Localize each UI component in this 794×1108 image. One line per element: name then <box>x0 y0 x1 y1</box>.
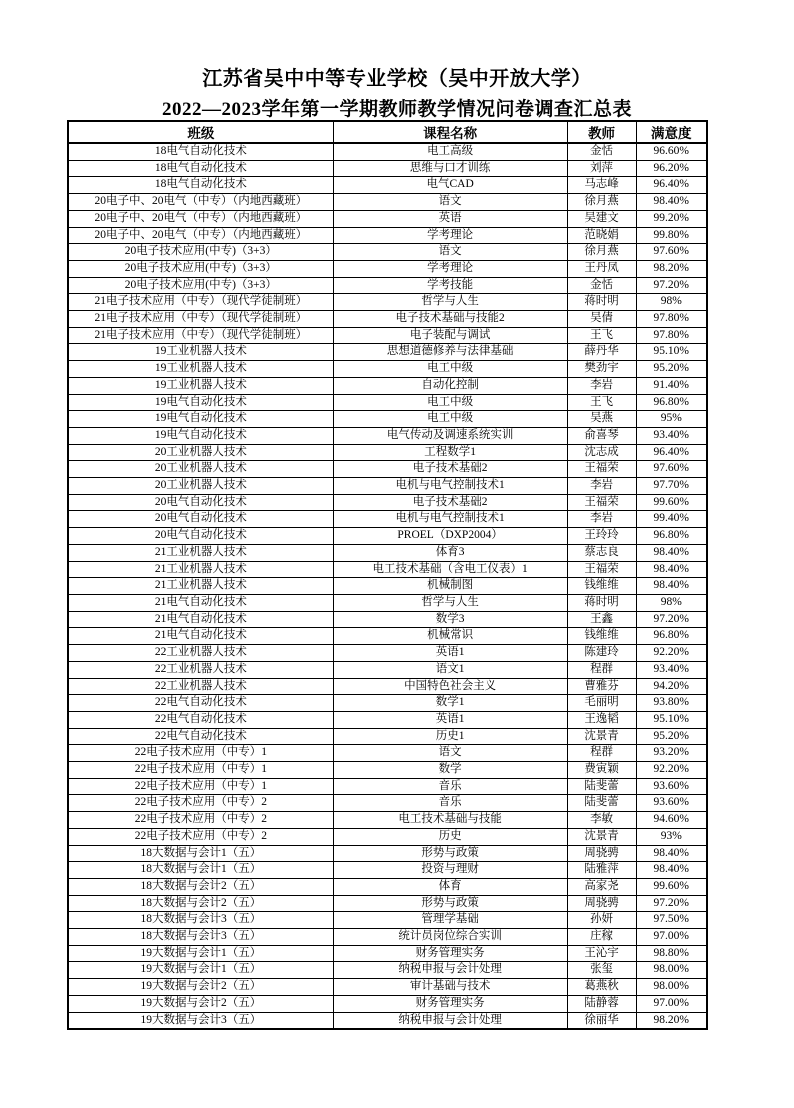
cell-course: 形势与政策 <box>333 845 567 862</box>
cell-teacher: 程群 <box>567 745 636 762</box>
survey-summary-table <box>67 120 708 1030</box>
cell-course: 学考理论 <box>333 227 567 244</box>
cell-satisfaction: 96.60% <box>636 143 707 160</box>
cell-teacher: 沈景青 <box>567 828 636 845</box>
cell-class: 20电子技术应用(中专)（3+3） <box>68 277 333 294</box>
cell-satisfaction: 91.40% <box>636 377 707 394</box>
cell-satisfaction: 98.20% <box>636 260 707 277</box>
cell-teacher: 吴建文 <box>567 210 636 227</box>
table-row <box>68 361 707 378</box>
cell-class: 18大数据与会计3（五） <box>68 929 333 946</box>
cell-course: 体育 <box>333 878 567 895</box>
cell-course: 哲学与人生 <box>333 594 567 611</box>
cell-teacher: 庄稼 <box>567 929 636 946</box>
cell-teacher: 王丹凤 <box>567 260 636 277</box>
cell-teacher: 钱维维 <box>567 578 636 595</box>
cell-teacher: 徐丽华 <box>567 1012 636 1029</box>
cell-class: 19大数据与会计2（五） <box>68 979 333 996</box>
table-row <box>68 311 707 328</box>
cell-course: 电工中级 <box>333 394 567 411</box>
cell-satisfaction: 96.80% <box>636 528 707 545</box>
table-row <box>68 511 707 528</box>
header-satisfaction: 满意度 <box>636 121 707 143</box>
table-row <box>68 762 707 779</box>
cell-satisfaction: 96.20% <box>636 160 707 177</box>
cell-class: 22电子技术应用（中专）1 <box>68 745 333 762</box>
cell-class: 22电子技术应用（中专）2 <box>68 795 333 812</box>
table-row <box>68 678 707 695</box>
table-row <box>68 728 707 745</box>
cell-teacher: 金恬 <box>567 277 636 294</box>
cell-course: 电子技术基础2 <box>333 461 567 478</box>
cell-satisfaction: 99.60% <box>636 878 707 895</box>
cell-teacher: 王玲玲 <box>567 528 636 545</box>
cell-class: 18电气自动化技术 <box>68 143 333 160</box>
table-row <box>68 845 707 862</box>
table-row <box>68 945 707 962</box>
table-row <box>68 628 707 645</box>
cell-class: 21电子技术应用（中专）（现代学徒制班） <box>68 311 333 328</box>
cell-satisfaction: 94.20% <box>636 678 707 695</box>
cell-course: 学考理论 <box>333 260 567 277</box>
cell-course: 电机与电气控制技术1 <box>333 511 567 528</box>
table-row <box>68 143 707 160</box>
table-row <box>68 210 707 227</box>
cell-teacher: 王飞 <box>567 327 636 344</box>
table-row <box>68 394 707 411</box>
table-row <box>68 478 707 495</box>
table-row <box>68 578 707 595</box>
table-row <box>68 929 707 946</box>
table-row <box>68 344 707 361</box>
cell-satisfaction: 98.00% <box>636 962 707 979</box>
cell-class: 19大数据与会计1（五） <box>68 962 333 979</box>
cell-class: 22电子技术应用（中专）1 <box>68 778 333 795</box>
cell-course: 思想道德修养与法律基础 <box>333 344 567 361</box>
cell-class: 18大数据与会计1（五） <box>68 862 333 879</box>
cell-teacher: 吴燕 <box>567 411 636 428</box>
cell-class: 19电气自动化技术 <box>68 394 333 411</box>
cell-satisfaction: 99.20% <box>636 210 707 227</box>
table-row <box>68 461 707 478</box>
table-row <box>68 294 707 311</box>
cell-course: 语文1 <box>333 661 567 678</box>
cell-class: 18大数据与会计1（五） <box>68 845 333 862</box>
cell-teacher: 孙妍 <box>567 912 636 929</box>
cell-course: 工程数学1 <box>333 444 567 461</box>
cell-course: 统计员岗位综合实训 <box>333 929 567 946</box>
cell-satisfaction: 95% <box>636 411 707 428</box>
table-row <box>68 411 707 428</box>
cell-satisfaction: 95.20% <box>636 728 707 745</box>
cell-teacher: 王福荣 <box>567 494 636 511</box>
cell-class: 21电子技术应用（中专）（现代学徒制班） <box>68 294 333 311</box>
cell-class: 20工业机器人技术 <box>68 461 333 478</box>
cell-satisfaction: 93.20% <box>636 745 707 762</box>
cell-teacher: 程群 <box>567 661 636 678</box>
cell-satisfaction: 98.00% <box>636 979 707 996</box>
cell-class: 22工业机器人技术 <box>68 661 333 678</box>
table-row <box>68 862 707 879</box>
cell-class: 20电气自动化技术 <box>68 494 333 511</box>
cell-course: 电工高级 <box>333 143 567 160</box>
cell-class: 22电气自动化技术 <box>68 711 333 728</box>
cell-satisfaction: 93.60% <box>636 778 707 795</box>
cell-class: 22电子技术应用（中专）1 <box>68 762 333 779</box>
table-row <box>68 561 707 578</box>
cell-teacher: 陆静蓉 <box>567 995 636 1012</box>
cell-satisfaction: 93.60% <box>636 795 707 812</box>
cell-course: 历史1 <box>333 728 567 745</box>
table-row <box>68 377 707 394</box>
cell-course: 电工技术基础（含电工仪表）1 <box>333 561 567 578</box>
cell-teacher: 陈建玲 <box>567 645 636 662</box>
cell-course: 电气CAD <box>333 177 567 194</box>
cell-teacher: 徐月燕 <box>567 194 636 211</box>
table-row <box>68 962 707 979</box>
cell-course: 英语1 <box>333 645 567 662</box>
cell-satisfaction: 98.20% <box>636 1012 707 1029</box>
cell-teacher: 毛丽明 <box>567 695 636 712</box>
cell-class: 22工业机器人技术 <box>68 645 333 662</box>
cell-teacher: 刘萍 <box>567 160 636 177</box>
cell-course: 机械制图 <box>333 578 567 595</box>
table-row <box>68 194 707 211</box>
cell-course: 数学3 <box>333 611 567 628</box>
table-row <box>68 828 707 845</box>
cell-satisfaction: 96.40% <box>636 444 707 461</box>
cell-class: 20电气自动化技术 <box>68 528 333 545</box>
cell-satisfaction: 95.10% <box>636 711 707 728</box>
cell-course: 思维与口才训练 <box>333 160 567 177</box>
cell-teacher: 薛丹华 <box>567 344 636 361</box>
cell-satisfaction: 98.40% <box>636 862 707 879</box>
cell-course: 财务管理实务 <box>333 995 567 1012</box>
cell-course: 音乐 <box>333 795 567 812</box>
cell-course: 投资与理财 <box>333 862 567 879</box>
table-row <box>68 227 707 244</box>
cell-class: 18大数据与会计2（五） <box>68 878 333 895</box>
cell-teacher: 李岩 <box>567 478 636 495</box>
header-class: 班级 <box>68 121 333 143</box>
document-subtitle: 2022—2023学年第一学期教师教学情况问卷调查汇总表 <box>161 99 632 120</box>
cell-teacher: 高家尧 <box>567 878 636 895</box>
cell-class: 21工业机器人技术 <box>68 544 333 561</box>
cell-teacher: 王福荣 <box>567 561 636 578</box>
cell-satisfaction: 98.40% <box>636 544 707 561</box>
cell-course: 纳税申报与会计处理 <box>333 962 567 979</box>
cell-teacher: 葛燕秋 <box>567 979 636 996</box>
cell-satisfaction: 93.40% <box>636 427 707 444</box>
cell-teacher: 李敏 <box>567 812 636 829</box>
cell-satisfaction: 98.40% <box>636 578 707 595</box>
cell-course: 机械常识 <box>333 628 567 645</box>
cell-course: 英语 <box>333 210 567 227</box>
cell-teacher: 王飞 <box>567 394 636 411</box>
table-row <box>68 277 707 294</box>
cell-course: 中国特色社会主义 <box>333 678 567 695</box>
cell-course: 电气传动及调速系统实训 <box>333 427 567 444</box>
cell-teacher: 陆雅萍 <box>567 862 636 879</box>
cell-satisfaction: 97.50% <box>636 912 707 929</box>
cell-teacher: 陆斐蕾 <box>567 795 636 812</box>
cell-course: 审计基础与技术 <box>333 979 567 996</box>
cell-teacher: 金恬 <box>567 143 636 160</box>
cell-teacher: 沈景青 <box>567 728 636 745</box>
cell-satisfaction: 97.60% <box>636 461 707 478</box>
table-row <box>68 444 707 461</box>
cell-class: 19大数据与会计3（五） <box>68 1012 333 1029</box>
cell-class: 20工业机器人技术 <box>68 478 333 495</box>
cell-class: 21电气自动化技术 <box>68 628 333 645</box>
table-row <box>68 327 707 344</box>
cell-class: 19电气自动化技术 <box>68 427 333 444</box>
cell-teacher: 樊劲宇 <box>567 361 636 378</box>
cell-class: 21电气自动化技术 <box>68 611 333 628</box>
cell-class: 21工业机器人技术 <box>68 578 333 595</box>
table-body <box>68 143 707 1029</box>
cell-teacher: 费寅颖 <box>567 762 636 779</box>
cell-satisfaction: 95.10% <box>636 344 707 361</box>
cell-satisfaction: 97.80% <box>636 311 707 328</box>
cell-course: 财务管理实务 <box>333 945 567 962</box>
cell-teacher: 吴倩 <box>567 311 636 328</box>
table-row <box>68 611 707 628</box>
cell-satisfaction: 93.80% <box>636 695 707 712</box>
cell-satisfaction: 98% <box>636 594 707 611</box>
cell-course: 纳税申报与会计处理 <box>333 1012 567 1029</box>
table-row <box>68 795 707 812</box>
cell-class: 19电气自动化技术 <box>68 411 333 428</box>
cell-course: 电子技术基础2 <box>333 494 567 511</box>
cell-class: 19工业机器人技术 <box>68 361 333 378</box>
cell-satisfaction: 93% <box>636 828 707 845</box>
cell-teacher: 蔡志良 <box>567 544 636 561</box>
cell-class: 22电气自动化技术 <box>68 728 333 745</box>
cell-satisfaction: 97.00% <box>636 995 707 1012</box>
cell-class: 18电气自动化技术 <box>68 177 333 194</box>
table-row <box>68 695 707 712</box>
cell-course: 电工中级 <box>333 361 567 378</box>
cell-satisfaction: 97.20% <box>636 895 707 912</box>
cell-course: 形势与政策 <box>333 895 567 912</box>
cell-course: 电工中级 <box>333 411 567 428</box>
cell-class: 20电子技术应用(中专)（3+3） <box>68 244 333 261</box>
cell-teacher: 周骁骋 <box>567 845 636 862</box>
cell-class: 22电气自动化技术 <box>68 695 333 712</box>
cell-course: 语文 <box>333 745 567 762</box>
document-title: 江苏省吴中中等专业学校（吴中开放大学） <box>202 68 592 90</box>
cell-satisfaction: 95.20% <box>636 361 707 378</box>
cell-satisfaction: 97.00% <box>636 929 707 946</box>
cell-class: 18电气自动化技术 <box>68 160 333 177</box>
cell-satisfaction: 96.80% <box>636 394 707 411</box>
cell-satisfaction: 97.20% <box>636 611 707 628</box>
table-row <box>68 995 707 1012</box>
cell-course: 音乐 <box>333 778 567 795</box>
cell-satisfaction: 96.40% <box>636 177 707 194</box>
table-row <box>68 260 707 277</box>
cell-course: PROEL（DXP2004） <box>333 528 567 545</box>
cell-teacher: 陆斐蕾 <box>567 778 636 795</box>
cell-teacher: 范晓娟 <box>567 227 636 244</box>
cell-satisfaction: 97.60% <box>636 244 707 261</box>
table-row <box>68 745 707 762</box>
cell-satisfaction: 98.40% <box>636 845 707 862</box>
cell-class: 18大数据与会计3（五） <box>68 912 333 929</box>
cell-course: 数学1 <box>333 695 567 712</box>
table-row <box>68 427 707 444</box>
table-row <box>68 594 707 611</box>
cell-class: 20电子中、20电气（中专）（内地西藏班） <box>68 210 333 227</box>
header-teacher: 教师 <box>567 121 636 143</box>
cell-teacher: 钱维维 <box>567 628 636 645</box>
cell-teacher: 徐月燕 <box>567 244 636 261</box>
cell-satisfaction: 96.80% <box>636 628 707 645</box>
cell-class: 20电子技术应用(中专)（3+3） <box>68 260 333 277</box>
cell-class: 20电气自动化技术 <box>68 511 333 528</box>
table-row <box>68 912 707 929</box>
cell-course: 学考技能 <box>333 277 567 294</box>
table-row <box>68 661 707 678</box>
cell-class: 22电子技术应用（中专）2 <box>68 812 333 829</box>
table-row <box>68 494 707 511</box>
cell-teacher: 王逸韬 <box>567 711 636 728</box>
cell-class: 19工业机器人技术 <box>68 377 333 394</box>
table-row <box>68 812 707 829</box>
cell-class: 19大数据与会计1（五） <box>68 945 333 962</box>
cell-class: 22工业机器人技术 <box>68 678 333 695</box>
cell-teacher: 俞喜琴 <box>567 427 636 444</box>
cell-teacher: 李岩 <box>567 377 636 394</box>
table-row <box>68 645 707 662</box>
cell-satisfaction: 98% <box>636 294 707 311</box>
cell-satisfaction: 92.20% <box>636 645 707 662</box>
cell-class: 21工业机器人技术 <box>68 561 333 578</box>
cell-course: 电子装配与调试 <box>333 327 567 344</box>
cell-satisfaction: 98.40% <box>636 561 707 578</box>
cell-course: 电子技术基础与技能2 <box>333 311 567 328</box>
cell-teacher: 蒋时明 <box>567 594 636 611</box>
table-row <box>68 160 707 177</box>
cell-satisfaction: 98.80% <box>636 945 707 962</box>
cell-teacher: 马志峰 <box>567 177 636 194</box>
cell-course: 语文 <box>333 244 567 261</box>
cell-course: 自动化控制 <box>333 377 567 394</box>
cell-satisfaction: 97.80% <box>636 327 707 344</box>
cell-class: 18大数据与会计2（五） <box>68 895 333 912</box>
table-row <box>68 528 707 545</box>
cell-class: 21电子技术应用（中专）（现代学徒制班） <box>68 327 333 344</box>
cell-course: 语文 <box>333 194 567 211</box>
cell-teacher: 曹雅芬 <box>567 678 636 695</box>
table-row <box>68 177 707 194</box>
cell-teacher: 张玺 <box>567 962 636 979</box>
cell-satisfaction: 93.40% <box>636 661 707 678</box>
cell-class: 19大数据与会计2（五） <box>68 995 333 1012</box>
cell-class: 22电子技术应用（中专）2 <box>68 828 333 845</box>
cell-satisfaction: 99.80% <box>636 227 707 244</box>
cell-course: 电工技术基础与技能 <box>333 812 567 829</box>
cell-satisfaction: 92.20% <box>636 762 707 779</box>
cell-teacher: 沈志成 <box>567 444 636 461</box>
table-row <box>68 778 707 795</box>
cell-satisfaction: 99.60% <box>636 494 707 511</box>
table-row <box>68 878 707 895</box>
table-row <box>68 1012 707 1029</box>
table-header-row <box>68 121 707 143</box>
cell-class: 20工业机器人技术 <box>68 444 333 461</box>
cell-satisfaction: 98.40% <box>636 194 707 211</box>
table-row <box>68 979 707 996</box>
cell-satisfaction: 94.60% <box>636 812 707 829</box>
cell-class: 19工业机器人技术 <box>68 344 333 361</box>
table-row <box>68 244 707 261</box>
cell-satisfaction: 99.40% <box>636 511 707 528</box>
cell-class: 20电子中、20电气（中专）（内地西藏班） <box>68 227 333 244</box>
cell-teacher: 王鑫 <box>567 611 636 628</box>
cell-teacher: 周骁骋 <box>567 895 636 912</box>
cell-course: 体育3 <box>333 544 567 561</box>
cell-class: 21电气自动化技术 <box>68 594 333 611</box>
cell-course: 数学 <box>333 762 567 779</box>
cell-satisfaction: 97.20% <box>636 277 707 294</box>
header-course: 课程名称 <box>333 121 567 143</box>
cell-course: 英语1 <box>333 711 567 728</box>
cell-teacher: 王福荣 <box>567 461 636 478</box>
cell-teacher: 蒋时明 <box>567 294 636 311</box>
cell-teacher: 李岩 <box>567 511 636 528</box>
cell-course: 电机与电气控制技术1 <box>333 478 567 495</box>
cell-teacher: 王沁宇 <box>567 945 636 962</box>
cell-class: 20电子中、20电气（中专）（内地西藏班） <box>68 194 333 211</box>
cell-satisfaction: 97.70% <box>636 478 707 495</box>
cell-course: 历史 <box>333 828 567 845</box>
cell-course: 哲学与人生 <box>333 294 567 311</box>
table-row <box>68 544 707 561</box>
table-row <box>68 895 707 912</box>
table-row <box>68 711 707 728</box>
cell-course: 管理学基础 <box>333 912 567 929</box>
